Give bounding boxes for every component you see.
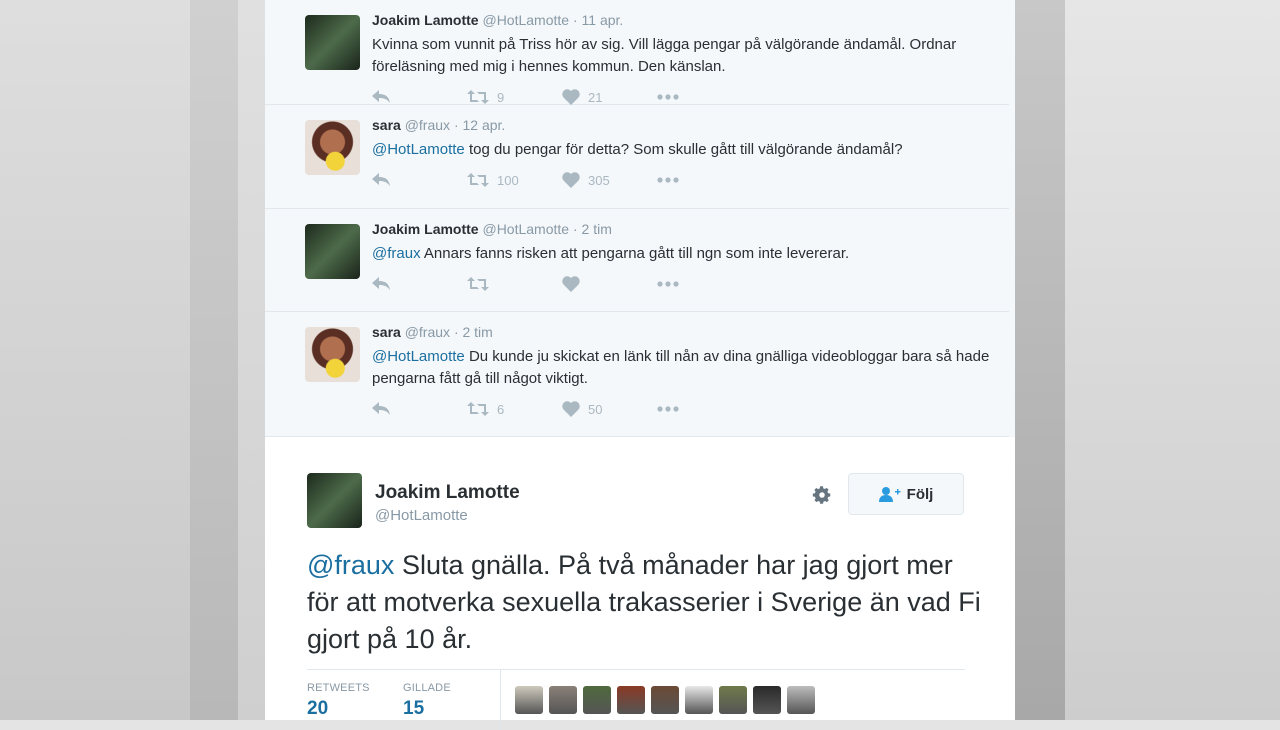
heart-icon[interactable] — [562, 401, 580, 417]
retweet-button[interactable] — [467, 402, 562, 417]
author-name[interactable]: Joakim Lamotte — [372, 12, 479, 28]
liker-avatar[interactable] — [787, 686, 815, 714]
more-icon[interactable] — [657, 177, 679, 183]
author-handle[interactable]: @fraux — [404, 324, 451, 340]
gear-icon[interactable] — [811, 484, 833, 511]
retweet-icon[interactable] — [467, 90, 489, 104]
tweet-header — [372, 221, 612, 237]
retweet-button[interactable] — [467, 173, 562, 188]
author-name[interactable]: sara — [372, 324, 401, 340]
liker-avatar[interactable] — [719, 686, 747, 714]
background — [1065, 0, 1280, 720]
divider — [500, 670, 501, 730]
background — [190, 0, 238, 720]
liker-avatar[interactable] — [617, 686, 645, 714]
timestamp[interactable]: · 11 apr. — [572, 12, 624, 28]
reply-button[interactable] — [372, 90, 467, 104]
author-handle[interactable]: @HotLamotte — [375, 507, 468, 524]
heart-icon[interactable] — [562, 89, 580, 105]
retweet-icon[interactable] — [467, 402, 489, 416]
tweet-text: @fraux Annars fanns risken att pengarna gått till ngn som inte levererar. — [372, 245, 850, 262]
more-icon[interactable] — [657, 406, 679, 412]
tweet-actions — [372, 172, 679, 188]
tweet-text: @fraux Sluta gnälla. På två månader har jag gjort mer för att motverka sexuella trakasserier i Sverige än vad Fi gjort på 10 år. — [307, 550, 981, 654]
timestamp[interactable]: · 2 tim — [453, 324, 493, 340]
reply-tweet — [265, 105, 1009, 209]
reply-icon[interactable] — [372, 277, 390, 291]
like-count: 305 — [588, 172, 610, 188]
like-count: 50 — [588, 401, 603, 417]
background — [238, 0, 265, 720]
more-icon[interactable] — [657, 281, 679, 287]
tweet-conversation — [265, 0, 1015, 720]
background — [1015, 0, 1065, 720]
tweet-stats — [307, 669, 965, 729]
reply-tweet — [265, 312, 1009, 437]
tweet-header — [372, 12, 623, 28]
author-handle[interactable]: @HotLamotte — [482, 12, 570, 28]
like-button[interactable] — [562, 401, 657, 417]
like-button[interactable] — [562, 89, 657, 105]
reply-button[interactable] — [372, 402, 467, 416]
more-button[interactable] — [657, 281, 679, 287]
reply-icon[interactable] — [372, 90, 390, 104]
tweet-text: @HotLamotte tog du pengar för detta? Som skulle gått till välgörande ändamål? — [372, 141, 903, 158]
mention-link[interactable]: @HotLamotte — [372, 348, 465, 365]
tweet-actions — [372, 401, 679, 417]
author-name[interactable]: Joakim Lamotte — [375, 482, 520, 503]
follow-label: Följ — [906, 485, 934, 503]
liker-avatar[interactable] — [753, 686, 781, 714]
reply-button[interactable] — [372, 173, 467, 187]
more-button[interactable] — [657, 406, 679, 412]
mention-link[interactable]: @HotLamotte — [372, 141, 465, 158]
reply-icon[interactable] — [372, 402, 390, 416]
more-button[interactable] — [657, 94, 679, 100]
retweet-count: 9 — [497, 89, 505, 105]
retweet-icon[interactable] — [467, 173, 489, 187]
timestamp[interactable]: · 12 apr. — [453, 117, 506, 133]
more-button[interactable] — [657, 177, 679, 183]
mention-link[interactable]: @fraux — [307, 550, 395, 580]
likes-stat[interactable]: GILLADE 15 — [403, 682, 451, 719]
author-handle[interactable]: @HotLamotte — [482, 221, 570, 237]
tweet-actions — [372, 276, 679, 292]
avatar[interactable] — [305, 120, 360, 175]
avatar[interactable] — [305, 224, 360, 279]
tweet-text: Kvinna som vunnit på Triss hör av sig. Vill lägga pengar på välgörande ändamål. Ordnar föreläsning med mig i hennes kommun. Den känslan. — [372, 36, 957, 75]
like-button[interactable] — [562, 172, 657, 188]
tweet-text: @HotLamotte Du kunde ju skickat en länk till nån av dina gnälliga videobloggar bara så hade pengarna fått gå till något viktigt. — [372, 348, 990, 387]
liker-avatar[interactable] — [651, 686, 679, 714]
author-handle[interactable]: @fraux — [404, 117, 451, 133]
heart-icon[interactable] — [562, 276, 580, 292]
heart-icon[interactable] — [562, 172, 580, 188]
tweet-header — [372, 324, 493, 340]
retweet-button[interactable] — [467, 277, 562, 291]
avatar[interactable] — [305, 15, 360, 70]
retweet-count: 100 — [497, 172, 519, 188]
add-user-icon — [879, 486, 901, 502]
reply-tweet — [265, 0, 1009, 105]
liker-avatar[interactable] — [583, 686, 611, 714]
tweet-header — [372, 117, 505, 133]
avatar[interactable] — [307, 473, 362, 528]
main-tweet — [265, 437, 1015, 720]
liker-avatars — [515, 686, 815, 714]
reply-button[interactable] — [372, 277, 467, 291]
like-count: 21 — [588, 89, 603, 105]
retweets-stat[interactable]: RETWEETS 20 — [307, 682, 370, 719]
retweet-count: 6 — [497, 401, 505, 417]
author-name[interactable]: Joakim Lamotte — [372, 221, 479, 237]
background — [0, 0, 190, 720]
mention-link[interactable]: @fraux — [372, 245, 421, 262]
reply-icon[interactable] — [372, 173, 390, 187]
retweet-icon[interactable] — [467, 277, 489, 291]
retweet-button[interactable] — [467, 90, 562, 105]
tweet-actions — [372, 89, 679, 105]
like-button[interactable] — [562, 276, 657, 292]
author-name[interactable]: sara — [372, 117, 401, 133]
liker-avatar[interactable] — [685, 686, 713, 714]
liker-avatar[interactable] — [515, 686, 543, 714]
follow-button[interactable] — [848, 473, 964, 515]
more-icon[interactable] — [657, 94, 679, 100]
timestamp[interactable]: · 2 tim — [572, 221, 612, 237]
avatar[interactable] — [305, 327, 360, 382]
liker-avatar[interactable] — [549, 686, 577, 714]
reply-tweet — [265, 209, 1009, 312]
